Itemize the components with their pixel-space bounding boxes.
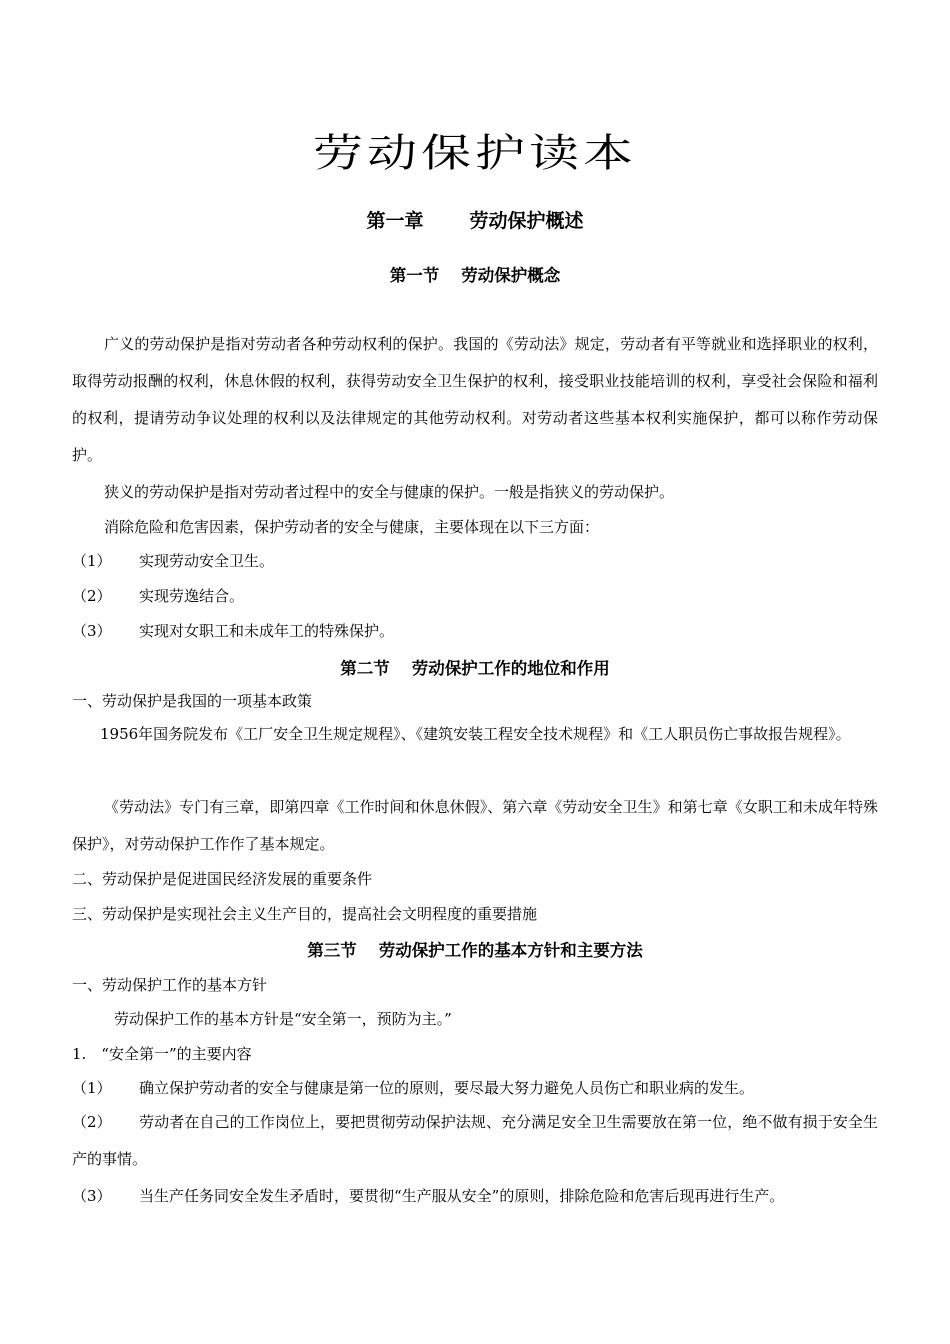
list-item (72, 1104, 878, 1178)
list-item-text: 实现劳逸结合。 (139, 587, 245, 605)
paragraph-1956-regulations: 1956年国务院发布《工厂安全卫生规定规程》、《建筑安装工程安全技术规程》和《工人职员伤亡事故报告规程》。 (100, 725, 851, 743)
section-1-name: 劳动保护概念 (461, 266, 561, 285)
list-item-text: 当生产任务同安全发生矛盾时，要贯彻“生产服从安全”的原则，排除危险和危害后现再进行生产。 (139, 1187, 785, 1205)
list-item (72, 551, 878, 571)
list-item (72, 1078, 878, 1098)
section-2-number: 第二节 (340, 659, 390, 678)
section-3-name: 劳动保护工作的基本方针和主要方法 (378, 941, 643, 960)
paragraph-guideline: 劳动保护工作的基本方针是“安全第一，预防为主。” (114, 1010, 452, 1028)
list-item-number: （3） (72, 1187, 112, 1205)
list-item-number: （2） (72, 587, 112, 605)
list-item-number: （1） (72, 1079, 112, 1097)
paragraph-three-aspects: 消除危险和危害因素，保护劳动者的安全与健康，主要体现在以下三方面： (104, 518, 600, 536)
list-item-text: 确立保护劳动者的安全与健康是第一位的原则，要尽最大努力避免人员伤亡和职业病的发生。 (139, 1079, 755, 1097)
paragraph-narrow-definition: 狭义的劳动保护是指对劳动者过程中的安全与健康的保护。一般是指狭义的劳动保护。 (104, 483, 675, 501)
subheading-economic-condition: 二、劳动保护是促进国民经济发展的重要条件 (72, 870, 373, 888)
paragraph-labor-law-chapters: 《劳动法》专门有三章，即第四章《工作时间和休息休假》、第六章《劳动安全卫生》和第七章《女职工和未成年特殊保护》，对劳动保护工作作了基本规定。 (72, 798, 878, 853)
list-item-text: 实现对女职工和未成年工的特殊保护。 (139, 622, 395, 640)
document-title: 劳动保护读本 (313, 130, 637, 176)
chapter-heading (0, 206, 950, 233)
section-heading-1 (0, 262, 950, 286)
chapter-name: 劳动保护概述 (469, 210, 584, 232)
list-item-text: 实现劳动安全卫生。 (139, 552, 275, 570)
list-item (72, 1186, 878, 1206)
list-item-number: （2） (72, 1113, 112, 1131)
section-1-number: 第一节 (389, 266, 440, 285)
subheading-basic-guideline: 一、劳动保护工作的基本方针 (72, 976, 268, 994)
subheading-basic-policy: 一、劳动保护是我国的一项基本政策 (72, 692, 313, 710)
section-2-name: 劳动保护工作的地位和作用 (411, 659, 610, 678)
list-item (72, 586, 878, 606)
section-heading-3 (0, 937, 950, 961)
subheading-safety-first: 1. “安全第一”的主要内容 (72, 1045, 252, 1063)
list-item-text: 劳动者在自己的工作岗位上，要把贯彻劳动保护法规、充分满足安全卫生需要放在第一位，绝不做有损于安全生产的事情。 (72, 1113, 878, 1168)
list-item-number: （3） (72, 622, 112, 640)
section-heading-2 (0, 655, 950, 679)
list-item (72, 621, 878, 641)
paragraph-broad-definition: 广义的劳动保护是指对劳动者各种劳动权利的保护。我国的《劳动法》规定，劳动者有平等就业和选择职业的权利，取得劳动报酬的权利，休息休假的权利，获得劳动安全卫生保护的权利，接受职业技能培训的权利，享受社会保险和福利的权利，提请劳动争议处理的权利以及法律规定的其他劳动权利。对劳动者这些基本权利实施保护，都可以称作劳动保护。 (72, 335, 878, 464)
chapter-number: 第一章 (366, 210, 424, 232)
list-item-number: （1） (72, 552, 112, 570)
subheading-socialist-measure: 三、劳动保护是实现社会主义生产目的，提高社会文明程度的重要措施 (72, 905, 538, 923)
section-3-number: 第三节 (307, 941, 357, 960)
